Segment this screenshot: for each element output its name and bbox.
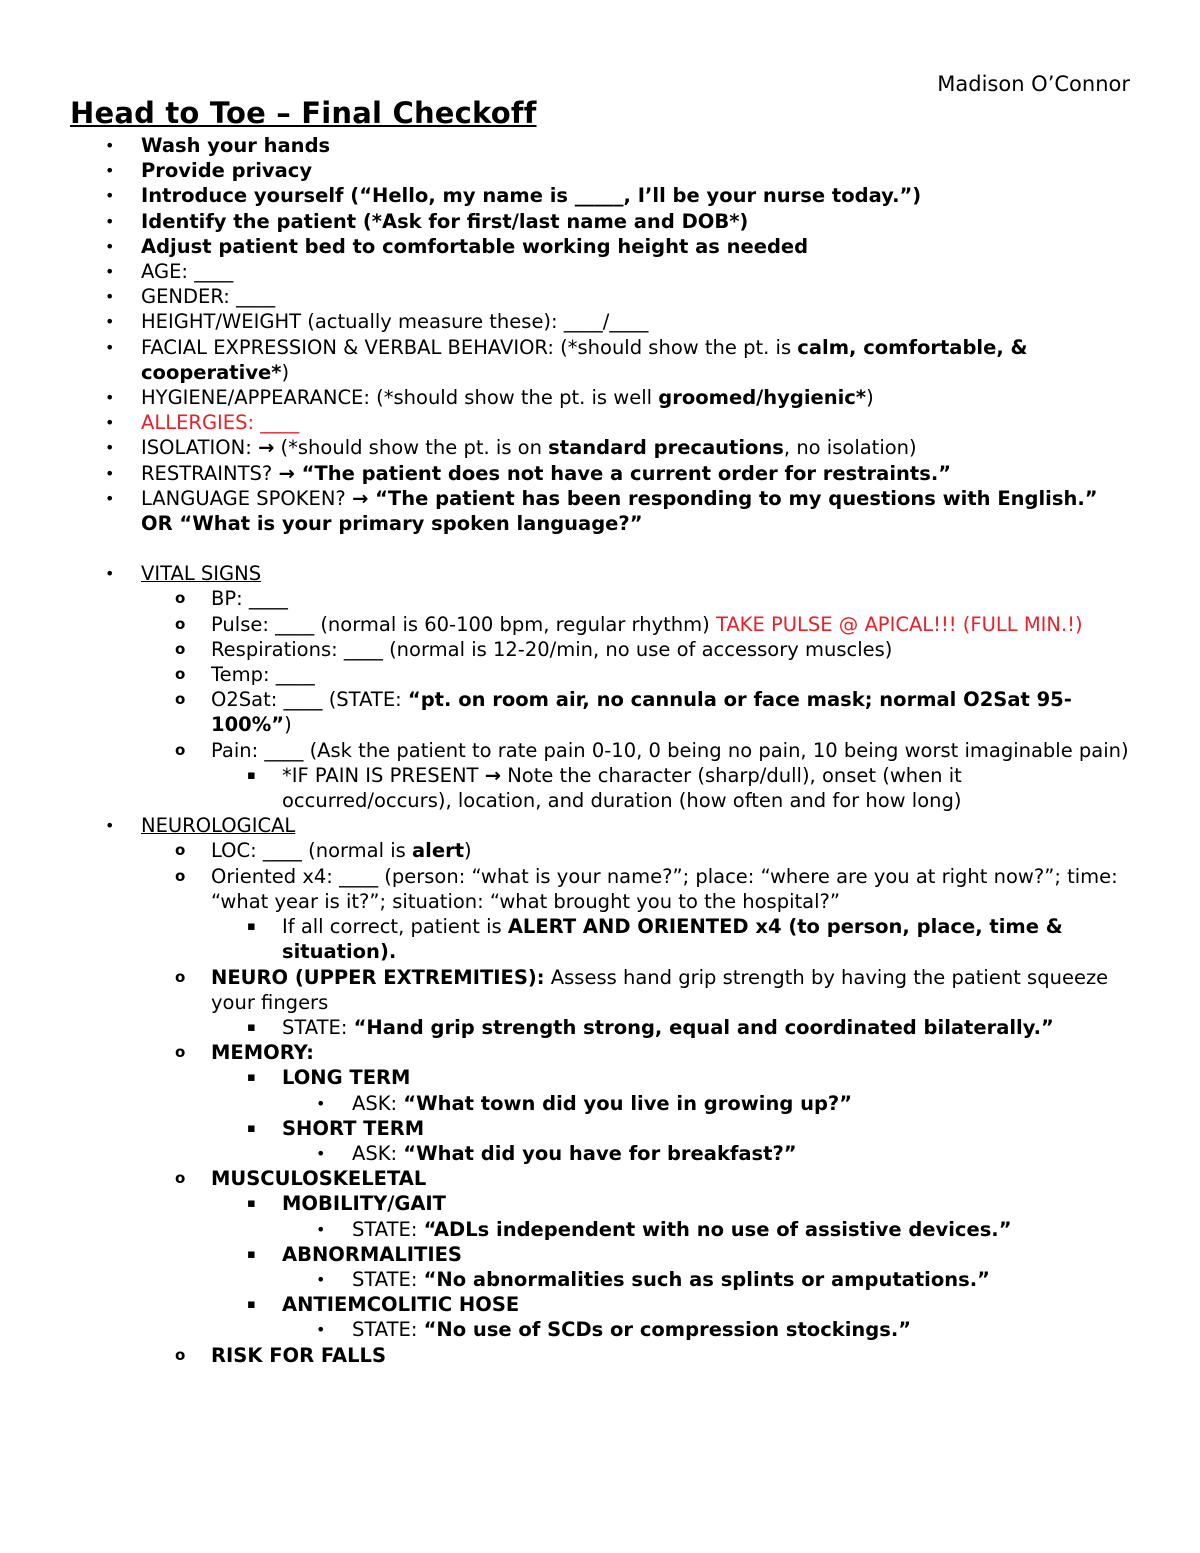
list-item: • Identify the patient (*Ask for first/last name and DOB*): [105, 209, 749, 233]
list-item: o Pain: ____ (Ask the patient to rate pain 0-10, 0 being no pain, 10 being worst imaginable pain): [175, 738, 1129, 762]
bullet-icon: •: [105, 413, 115, 433]
checklist: [0, 133, 1200, 1368]
bullet-icon: •: [105, 488, 115, 508]
square-bullet-icon: ▪: [247, 767, 256, 783]
circle-bullet-icon: o: [175, 967, 186, 986]
square-bullet-icon: ▪: [247, 1019, 256, 1035]
list-item: ▪ SHORT TERM: [247, 1116, 425, 1140]
bullet-icon: •: [105, 564, 115, 584]
list-item: o LOC: ____ (normal is alert): [175, 839, 472, 863]
square-bullet-icon: ▪: [247, 1246, 256, 1262]
list-item: o Pulse: ____ (normal is 60-100 bpm, regular rhythm) TAKE PULSE @ APICAL!!! (FULL MIN.!): [175, 612, 1083, 636]
section-heading: VITAL SIGNS: [141, 562, 262, 586]
bullet-icon: •: [316, 1143, 326, 1163]
bullet-icon: •: [105, 136, 115, 155]
circle-bullet-icon: o: [175, 614, 186, 633]
circle-bullet-icon: o: [175, 1043, 186, 1062]
bullet-icon: •: [105, 438, 115, 458]
page-title: Head to Toe – Final Checkoff: [70, 96, 537, 130]
square-bullet-icon: ▪: [247, 1297, 256, 1313]
section-vital-signs: [0, 561, 1200, 586]
list-item: • ISOLATION: → (*should show the pt. is on standard precautions, no isolation): [105, 436, 917, 460]
list-item: o NEURO (UPPER EXTREMITIES): Assess hand grip strength by having the patient squeeze your fingers: [175, 965, 1109, 1014]
list-item: • GENDER: ____: [105, 285, 276, 309]
list-item: ▪ If all correct, patient is ALERT AND ORIENTED x4 (to person, place, time & situation).: [247, 915, 1063, 964]
list-item: • STATE: “No abnormalities such as splints or amputations.”: [316, 1267, 990, 1291]
list-item: ▪ ABNORMALITIES: [247, 1242, 462, 1266]
list-item: • AGE: ____: [105, 260, 234, 284]
bullet-icon: •: [105, 337, 115, 357]
list-item: o Temp: ____: [175, 663, 315, 687]
arrow-right-icon: →: [257, 436, 275, 460]
circle-bullet-icon: o: [175, 1169, 186, 1188]
section-heading: NEUROLOGICAL: [141, 814, 296, 838]
bullet-icon: •: [105, 236, 115, 256]
list-item: o MEMORY:: [175, 1041, 314, 1065]
square-bullet-icon: ▪: [247, 1120, 256, 1136]
arrow-right-icon: →: [351, 486, 369, 510]
bullet-icon: •: [105, 211, 115, 231]
author-name: Madison O’Connor: [937, 72, 1130, 96]
bullet-icon: •: [105, 388, 115, 408]
list-item: • ASK: “What did you have for breakfast?”: [316, 1141, 797, 1165]
square-bullet-icon: ▪: [247, 1196, 256, 1212]
list-item: o O2Sat: ____ (STATE: “pt. on room air, no cannula or face mask; normal O2Sat 95-100%”): [175, 688, 1072, 737]
circle-bullet-icon: o: [175, 639, 186, 658]
list-item: ▪ LONG TERM: [247, 1066, 411, 1090]
circle-bullet-icon: o: [175, 866, 186, 885]
list-item: [0, 410, 1200, 435]
bullet-icon: •: [105, 463, 115, 483]
circle-bullet-icon: o: [175, 740, 186, 759]
circle-bullet-icon: o: [175, 841, 186, 860]
list-item: • HYGIENE/APPEARANCE: (*should show the pt. is well groomed/hygienic*): [105, 386, 874, 410]
list-item: o Respirations: ____ (normal is 12-20/min, no use of accessory muscles): [175, 637, 893, 661]
square-bullet-icon: ▪: [247, 919, 256, 935]
bullet-icon: •: [316, 1269, 326, 1289]
list-item: ▪ ANTIEMCOLITIC HOSE: [247, 1293, 520, 1317]
bullet-icon: •: [105, 186, 115, 206]
list-item: • STATE: “No use of SCDs or compression stockings.”: [316, 1318, 912, 1342]
list-item: ▪ STATE: “Hand grip strength strong, equal and coordinated bilaterally.”: [247, 1015, 1054, 1039]
spacer: [0, 536, 1200, 561]
list-item: • Adjust patient bed to comfortable working height as needed: [105, 234, 809, 258]
bullet-icon: •: [105, 816, 115, 836]
circle-bullet-icon: o: [175, 589, 186, 608]
bullet-icon: •: [316, 1219, 326, 1239]
list-item: • RESTRAINTS? → “The patient does not have a current order for restraints.”: [105, 461, 952, 485]
list-item: • Introduce yourself (“Hello, my name is _____, I’ll be your nurse today.”): [105, 184, 922, 208]
circle-bullet-icon: o: [175, 1345, 186, 1364]
list-item: ▪ *IF PAIN IS PRESENT → Note the character (sharp/dull), onset (when it occurred/occurs), location, and duration (how often and for how long): [247, 763, 962, 813]
list-item: ▪ MOBILITY/GAIT: [247, 1192, 446, 1216]
bullet-icon: •: [105, 312, 115, 332]
bullet-icon: •: [105, 262, 115, 282]
list-item: • Wash your hands: [105, 134, 331, 157]
arrow-right-icon: →: [484, 763, 501, 787]
list-item: o MUSCULOSKELETAL: [175, 1167, 427, 1191]
list-item: o Oriented x4: ____ (person: “what is your name?”; place: “where are you at right now?”; time: “what year is it?”; situation: “what brought you to the hospital?”: [175, 864, 1118, 913]
list-item: o BP: ____: [175, 587, 288, 611]
square-bullet-icon: ▪: [247, 1070, 256, 1086]
bullet-icon: •: [316, 1320, 326, 1340]
circle-bullet-icon: o: [175, 690, 186, 709]
bullet-icon: •: [105, 287, 115, 307]
allergies-label: ALLERGIES: ____: [141, 411, 300, 435]
list-item: • ASK: “What town did you live in growing up?”: [316, 1091, 853, 1115]
list-item: • HEIGHT/WEIGHT (actually measure these): ____/____: [105, 310, 649, 334]
list-item: • Provide privacy: [105, 159, 313, 183]
circle-bullet-icon: o: [175, 665, 186, 684]
arrow-right-icon: →: [278, 461, 295, 485]
list-item: o RISK FOR FALLS: [175, 1343, 386, 1367]
bullet-icon: •: [105, 161, 115, 181]
bullet-icon: •: [316, 1093, 326, 1113]
list-item: • FACIAL EXPRESSION & VERBAL BEHAVIOR: (*should show the pt. is calm, comfortable, & cooperative*): [105, 335, 1028, 384]
section-neurological: [0, 813, 1200, 838]
list-item: • STATE: “ADLs independent with no use of assistive devices.”: [316, 1217, 1012, 1241]
list-item: • LANGUAGE SPOKEN? → “The patient has been responding to my questions with English.” OR “What is your primary spoken language?”: [105, 486, 1098, 536]
